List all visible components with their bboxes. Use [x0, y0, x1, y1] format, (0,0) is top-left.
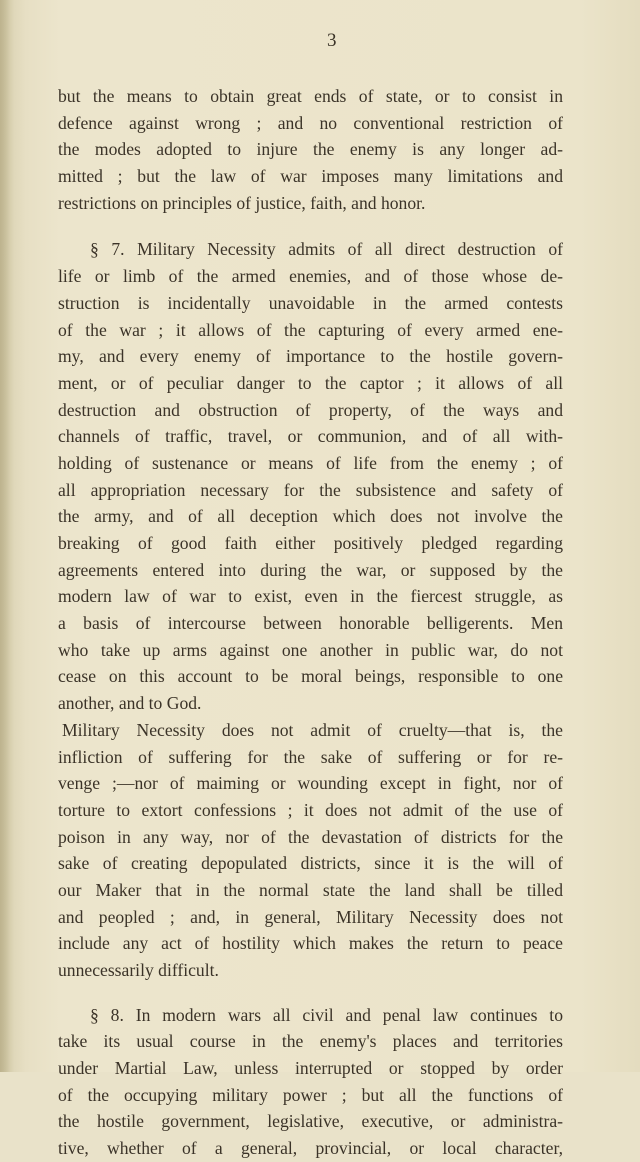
text-line: of the occupying military power ; but all the functions of	[58, 1084, 563, 1105]
text-line: modern law of war to exist, even in the fiercest struggle, as	[58, 586, 563, 607]
paragraph-gap	[58, 984, 563, 1002]
text-line: cease on this account to be moral beings, responsible to one	[58, 666, 563, 687]
text-line: torture to extort confessions ; it does not admit of the use of	[58, 799, 563, 820]
text-line: all appropriation necessary for the subsistence and safety of	[58, 479, 563, 500]
section-7-paragraph	[58, 236, 563, 716]
text-line: who take up arms against one another in public war, do not	[58, 639, 563, 660]
text-line: § 7. Military Necessity admits of all direct destruction of	[90, 239, 563, 260]
paragraph-continuation	[58, 83, 563, 216]
text-line: our Maker that in the normal state the land shall be tilled	[58, 879, 563, 900]
text-line: another, and to God.	[58, 693, 202, 714]
text-line: the hostile government, legislative, executive, or administra-	[58, 1111, 563, 1132]
text-line: restrictions on principles of justice, faith, and honor.	[58, 192, 426, 213]
section-8-paragraph	[58, 1002, 563, 1162]
text-line: agreements entered into during the war, or supposed by the	[58, 559, 563, 580]
military-necessity-paragraph	[58, 717, 563, 984]
text-line: include any act of hostility which makes the return to peace	[58, 933, 563, 954]
text-line: destruction and obstruction of property, of the ways and	[58, 399, 563, 420]
binding-gutter	[0, 0, 14, 1072]
text-line: under Martial Law, unless interrupted or stopped by order	[58, 1058, 563, 1079]
paragraph-gap	[58, 216, 563, 236]
text-line: ment, or of peculiar danger to the captor ; it allows of all	[58, 372, 563, 393]
text-line: breaking of good faith either positively pledged regarding	[58, 533, 563, 553]
text-line: tive, whether of a general, provincial, or local character,	[58, 1138, 563, 1159]
text-line: venge ;—nor of maiming or wounding except in fight, nor of	[58, 773, 563, 794]
text-line: of the war ; it allows of the capturing of every armed ene-	[58, 319, 563, 340]
text-line: and peopled ; and, in general, Military Necessity does not	[58, 906, 563, 927]
text-line: defence against wrong ; and no conventional restriction of	[58, 112, 563, 133]
text-line: holding of sustenance or means of life from the enemy ; of	[58, 452, 563, 473]
text-line: the army, and of all deception which does not involve the	[58, 506, 563, 527]
text-line: a basis of intercourse between honorable belligerents. Men	[58, 613, 563, 634]
text-line: unnecessarily difficult.	[58, 960, 219, 980]
text-line: sake of creating depopulated districts, since it is the will of	[58, 853, 563, 874]
text-line: § 8. In modern wars all civil and penal law continues to	[90, 1004, 563, 1025]
text-line: mitted ; but the law of war imposes many limitations and	[58, 166, 563, 187]
page-number: 3	[327, 30, 337, 51]
text-line: but the means to obtain great ends of state, or to consist in	[58, 86, 563, 106]
text-line: my, and every enemy of importance to the hostile govern-	[58, 346, 563, 367]
text-line: the modes adopted to injure the enemy is any longer ad-	[58, 139, 563, 160]
text-line: take its usual course in the enemy's places and territories	[58, 1031, 563, 1052]
text-line: channels of traffic, travel, or communion, and of all with-	[58, 426, 563, 447]
text-line: Military Necessity does not admit of cruelty—that is, the	[62, 719, 563, 740]
text-line: life or limb of the armed enemies, and of those whose de-	[58, 266, 563, 287]
body-text	[58, 83, 563, 1162]
text-line: poison in any way, nor of the devastation of districts for the	[58, 826, 563, 847]
text-line: infliction of suffering for the sake of suffering or for re-	[58, 746, 563, 767]
text-line: struction is incidentally unavoidable in the armed contests	[58, 292, 563, 313]
